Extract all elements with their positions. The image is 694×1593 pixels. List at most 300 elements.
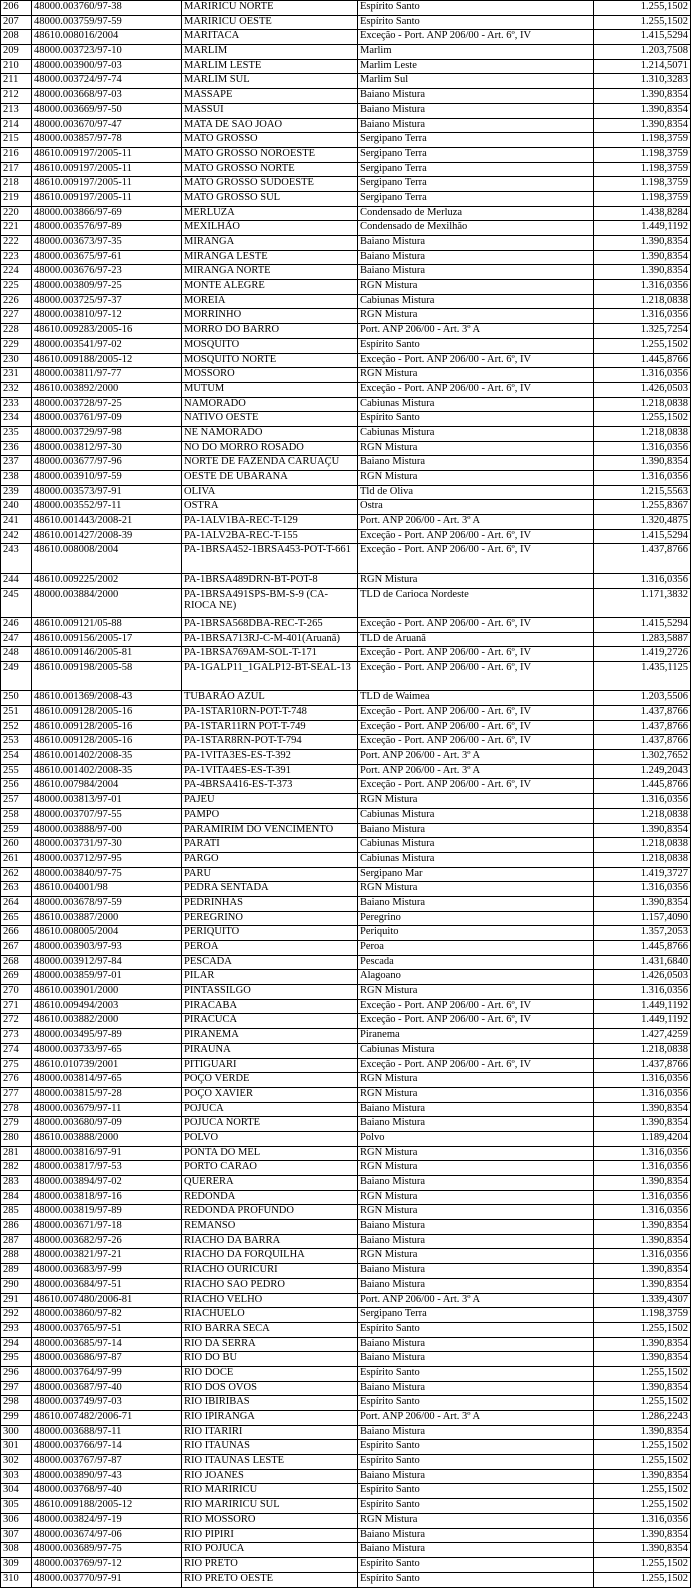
field-name-cell: PA-1STAR11RN POT-T-749 bbox=[182, 720, 358, 735]
row-number-cell: 263 bbox=[1, 882, 32, 897]
row-number-cell: 271 bbox=[1, 999, 32, 1014]
reference-oil-cell: RGN Mistura bbox=[358, 1513, 594, 1528]
row-number-cell: 231 bbox=[1, 368, 32, 383]
field-name-cell: RIACHO VELHO bbox=[182, 1293, 358, 1308]
process-number-cell: 48000.003725/97-37 bbox=[32, 294, 182, 309]
reference-oil-cell: Espírito Santo bbox=[358, 1455, 594, 1470]
row-number-cell: 245 bbox=[1, 588, 32, 617]
process-number-cell: 48610.009198/2005-58 bbox=[32, 661, 182, 690]
process-number-cell: 48610.009156/2005-17 bbox=[32, 632, 182, 647]
reference-price-cell: 1.390,8354 bbox=[594, 1264, 691, 1279]
process-number-cell: 48000.003671/97-18 bbox=[32, 1220, 182, 1235]
process-number-cell: 48610.009197/2005-11 bbox=[32, 191, 182, 206]
process-number-cell: 48000.003677/97-96 bbox=[32, 456, 182, 471]
reference-oil-cell: Exceção - Port. ANP 206/00 - Art. 6º, IV bbox=[358, 544, 594, 573]
row-number-cell: 275 bbox=[1, 1058, 32, 1073]
field-name-cell: MOREIA bbox=[182, 294, 358, 309]
reference-price-cell: 1.255,1502 bbox=[594, 1366, 691, 1381]
field-name-cell: PA-1BRSA452-1BRSA453-POT-T-661 bbox=[182, 544, 358, 573]
field-name-cell: RIACHUELO bbox=[182, 1308, 358, 1323]
field-name-cell: PA-1ALV1BA-REC-T-129 bbox=[182, 515, 358, 530]
reference-oil-cell: Exceção - Port. ANP 206/00 - Art. 6º, IV bbox=[358, 617, 594, 632]
reference-price-cell: 1.316,0356 bbox=[594, 309, 691, 324]
process-number-cell: 48610.001402/2008-35 bbox=[32, 764, 182, 779]
field-name-cell: RIACHO DA BARRA bbox=[182, 1234, 358, 1249]
field-name-cell: PIRAUNA bbox=[182, 1043, 358, 1058]
row-number-cell: 241 bbox=[1, 515, 32, 530]
row-number-cell: 272 bbox=[1, 1014, 32, 1029]
reference-price-cell: 1.390,8354 bbox=[594, 236, 691, 251]
reference-oil-cell: Baiano Mistura bbox=[358, 823, 594, 838]
process-number-cell: 48000.003859/97-01 bbox=[32, 970, 182, 985]
field-name-cell: PA-1BRSA713RJ-C-M-401(Aruanã) bbox=[182, 632, 358, 647]
row-number-cell: 286 bbox=[1, 1220, 32, 1235]
row-number-cell: 266 bbox=[1, 926, 32, 941]
row-number-cell: 257 bbox=[1, 794, 32, 809]
row-number-cell: 265 bbox=[1, 911, 32, 926]
reference-oil-cell: Port. ANP 206/00 - Art. 3º A bbox=[358, 324, 594, 339]
reference-oil-cell: Baiano Mistura bbox=[358, 1102, 594, 1117]
table-row bbox=[1, 1190, 691, 1205]
reference-price-cell: 1.310,3283 bbox=[594, 74, 691, 89]
field-name-cell: PA-4BRSA416-ES-T-373 bbox=[182, 779, 358, 794]
field-name-cell: POÇO XAVIER bbox=[182, 1087, 358, 1102]
reference-oil-cell: Baiano Mistura bbox=[358, 250, 594, 265]
field-name-cell: RIO ITAUNAS LESTE bbox=[182, 1455, 358, 1470]
row-number-cell: 310 bbox=[1, 1572, 32, 1587]
row-number-cell: 308 bbox=[1, 1543, 32, 1558]
row-number-cell: 296 bbox=[1, 1366, 32, 1381]
row-number-cell: 307 bbox=[1, 1528, 32, 1543]
row-number-cell: 227 bbox=[1, 309, 32, 324]
process-number-cell: 48000.003884/2000 bbox=[32, 588, 182, 617]
reference-oil-cell: Espírito Santo bbox=[358, 1499, 594, 1514]
reference-price-cell: 1.320,4875 bbox=[594, 515, 691, 530]
row-number-cell: 302 bbox=[1, 1455, 32, 1470]
process-number-cell: 48000.003676/97-23 bbox=[32, 265, 182, 280]
process-number-cell: 48610.009494/2003 bbox=[32, 999, 182, 1014]
table-row bbox=[1, 236, 691, 251]
table-row bbox=[1, 794, 691, 809]
process-number-cell: 48000.003712/97-95 bbox=[32, 852, 182, 867]
row-number-cell: 255 bbox=[1, 764, 32, 779]
process-number-cell: 48000.003733/97-65 bbox=[32, 1043, 182, 1058]
field-name-cell: NO DO MORRO ROSADO bbox=[182, 441, 358, 456]
table-row bbox=[1, 338, 691, 353]
reference-oil-cell: RGN Mistura bbox=[358, 794, 594, 809]
reference-price-cell: 1.255,1502 bbox=[594, 1557, 691, 1572]
reference-oil-cell: Port. ANP 206/00 - Art. 3º A bbox=[358, 750, 594, 765]
reference-oil-cell: Baiano Mistura bbox=[358, 1469, 594, 1484]
reference-oil-cell: Sergipano Terra bbox=[358, 191, 594, 206]
reference-price-cell: 1.415,5294 bbox=[594, 617, 691, 632]
process-number-cell: 48000.003686/97-87 bbox=[32, 1352, 182, 1367]
process-number-cell: 48000.003674/97-06 bbox=[32, 1528, 182, 1543]
reference-price-cell: 1.255,1502 bbox=[594, 1484, 691, 1499]
field-name-cell: PA-1BRSA489DRN-BT-POT-8 bbox=[182, 573, 358, 588]
reference-price-cell: 1.316,0356 bbox=[594, 985, 691, 1000]
row-number-cell: 222 bbox=[1, 236, 32, 251]
reference-price-cell: 1.390,8354 bbox=[594, 265, 691, 280]
table-row bbox=[1, 617, 691, 632]
field-name-cell: RIO DOCE bbox=[182, 1366, 358, 1381]
field-name-cell: PIRACABA bbox=[182, 999, 358, 1014]
process-number-cell: 48000.003687/97-40 bbox=[32, 1381, 182, 1396]
reference-oil-cell: RGN Mistura bbox=[358, 1087, 594, 1102]
row-number-cell: 240 bbox=[1, 500, 32, 515]
table-row bbox=[1, 999, 691, 1014]
row-number-cell: 281 bbox=[1, 1146, 32, 1161]
field-name-cell: OESTE DE UBARANA bbox=[182, 471, 358, 486]
process-number-cell: 48000.003894/97-02 bbox=[32, 1176, 182, 1191]
reference-oil-cell: Baiano Mistura bbox=[358, 89, 594, 104]
field-name-cell: MARLIM bbox=[182, 45, 358, 60]
table-row bbox=[1, 882, 691, 897]
reference-price-cell: 1.316,0356 bbox=[594, 1073, 691, 1088]
table-row bbox=[1, 1205, 691, 1220]
field-name-cell: RIO PRETO bbox=[182, 1557, 358, 1572]
process-number-cell: 48610.003888/2000 bbox=[32, 1131, 182, 1146]
reference-price-cell: 1.316,0356 bbox=[594, 882, 691, 897]
process-number-cell: 48610.009188/2005-12 bbox=[32, 1499, 182, 1514]
field-name-cell: OSTRA bbox=[182, 500, 358, 515]
reference-price-cell: 1.302,7652 bbox=[594, 750, 691, 765]
table-row bbox=[1, 1513, 691, 1528]
row-number-cell: 284 bbox=[1, 1190, 32, 1205]
reference-price-cell: 1.255,1502 bbox=[594, 1440, 691, 1455]
row-number-cell: 213 bbox=[1, 103, 32, 118]
reference-oil-cell: RGN Mistura bbox=[358, 309, 594, 324]
row-number-cell: 210 bbox=[1, 59, 32, 74]
reference-oil-cell: Exceção - Port. ANP 206/00 - Art. 6º, IV bbox=[358, 647, 594, 662]
reference-price-cell: 1.316,0356 bbox=[594, 1087, 691, 1102]
reference-oil-cell: Baiano Mistura bbox=[358, 1528, 594, 1543]
reference-price-cell: 1.286,2243 bbox=[594, 1411, 691, 1426]
table-row bbox=[1, 1499, 691, 1514]
table-row bbox=[1, 147, 691, 162]
reference-price-cell: 1.390,8354 bbox=[594, 456, 691, 471]
row-number-cell: 224 bbox=[1, 265, 32, 280]
reference-price-cell: 1.390,8354 bbox=[594, 1425, 691, 1440]
table-row bbox=[1, 867, 691, 882]
reference-price-cell: 1.218,0838 bbox=[594, 838, 691, 853]
reference-oil-cell: TLD de Aruanã bbox=[358, 632, 594, 647]
process-number-cell: 48000.003888/97-00 bbox=[32, 823, 182, 838]
row-number-cell: 250 bbox=[1, 691, 32, 706]
field-name-cell: MASSAPE bbox=[182, 89, 358, 104]
reference-oil-cell: RGN Mistura bbox=[358, 573, 594, 588]
process-number-cell: 48610.009128/2005-16 bbox=[32, 720, 182, 735]
reference-oil-cell: Sergipano Mar bbox=[358, 867, 594, 882]
reference-oil-cell: Ostra bbox=[358, 500, 594, 515]
reference-price-cell: 1.316,0356 bbox=[594, 1161, 691, 1176]
table-row bbox=[1, 1411, 691, 1426]
table-row bbox=[1, 1234, 691, 1249]
reference-oil-cell: Sergipano Terra bbox=[358, 162, 594, 177]
field-name-cell: PIRACUCÁ bbox=[182, 1014, 358, 1029]
reference-price-cell: 1.255,1502 bbox=[594, 1396, 691, 1411]
table-row bbox=[1, 426, 691, 441]
table-row bbox=[1, 177, 691, 192]
row-number-cell: 287 bbox=[1, 1234, 32, 1249]
field-name-cell: RIO POJUCA bbox=[182, 1543, 358, 1558]
reference-price-cell: 1.255,1502 bbox=[594, 1572, 691, 1587]
field-name-cell: RIACHO SAO PEDRO bbox=[182, 1278, 358, 1293]
field-name-cell: NORTE DE FAZENDA CARUAÇU bbox=[182, 456, 358, 471]
reference-price-cell: 1.316,0356 bbox=[594, 441, 691, 456]
field-name-cell: PIRANEMA bbox=[182, 1029, 358, 1044]
field-name-cell: PEROA bbox=[182, 941, 358, 956]
process-number-cell: 48000.003818/97-16 bbox=[32, 1190, 182, 1205]
process-number-cell: 48000.003678/97-59 bbox=[32, 896, 182, 911]
table-row bbox=[1, 1176, 691, 1191]
table-row bbox=[1, 265, 691, 280]
row-number-cell: 221 bbox=[1, 221, 32, 236]
field-name-cell: PEDRA SENTADA bbox=[182, 882, 358, 897]
process-number-cell: 48000.003910/97-59 bbox=[32, 471, 182, 486]
field-name-cell: RIO DOS OVOS bbox=[182, 1381, 358, 1396]
reference-price-cell: 1.316,0356 bbox=[594, 471, 691, 486]
reference-oil-cell: Espírito Santo bbox=[358, 15, 594, 30]
row-number-cell: 211 bbox=[1, 74, 32, 89]
reference-price-cell: 1.427,4259 bbox=[594, 1029, 691, 1044]
reference-price-cell: 1.437,8766 bbox=[594, 1058, 691, 1073]
field-name-cell: RIO ITAUNAS bbox=[182, 1440, 358, 1455]
field-name-cell: MOSQUITO NORTE bbox=[182, 353, 358, 368]
row-number-cell: 238 bbox=[1, 471, 32, 486]
process-number-cell: 48000.003673/97-35 bbox=[32, 236, 182, 251]
reference-oil-cell: Exceção - Port. ANP 206/00 - Art. 6º, IV bbox=[358, 706, 594, 721]
reference-oil-cell: Sergipano Terra bbox=[358, 133, 594, 148]
reference-oil-cell: TLD de Carioca Nordeste bbox=[358, 588, 594, 617]
field-name-cell: QUERERA bbox=[182, 1176, 358, 1191]
process-number-cell: 48610.001402/2008-35 bbox=[32, 750, 182, 765]
reference-oil-cell: Sergipano Terra bbox=[358, 177, 594, 192]
table-row bbox=[1, 1337, 691, 1352]
field-name-cell: PA-1VITA3ES-ES-T-392 bbox=[182, 750, 358, 765]
field-name-cell: MARLIM SUL bbox=[182, 74, 358, 89]
row-number-cell: 253 bbox=[1, 735, 32, 750]
table-row bbox=[1, 1352, 691, 1367]
process-number-cell: 48000.003728/97-25 bbox=[32, 397, 182, 412]
row-number-cell: 282 bbox=[1, 1161, 32, 1176]
reference-oil-cell: Espírito Santo bbox=[358, 1322, 594, 1337]
reference-oil-cell: Exceção - Port. ANP 206/00 - Art. 6º, IV bbox=[358, 1058, 594, 1073]
field-name-cell: PA-1ALV2BA-REC-T-155 bbox=[182, 529, 358, 544]
reference-oil-cell: RGN Mistura bbox=[358, 1205, 594, 1220]
reference-price-cell: 1.426,0503 bbox=[594, 382, 691, 397]
reference-oil-cell: Port. ANP 206/00 - Art. 3º A bbox=[358, 1411, 594, 1426]
reference-price-cell: 1.437,8766 bbox=[594, 706, 691, 721]
process-number-cell: 48000.003760/97-38 bbox=[32, 1, 182, 16]
table-row bbox=[1, 1087, 691, 1102]
table-row bbox=[1, 926, 691, 941]
reference-price-cell: 1.415,5294 bbox=[594, 30, 691, 45]
field-name-cell: REMANSO bbox=[182, 1220, 358, 1235]
row-number-cell: 220 bbox=[1, 206, 32, 221]
reference-oil-cell: Port. ANP 206/00 - Art. 3º A bbox=[358, 764, 594, 779]
row-number-cell: 294 bbox=[1, 1337, 32, 1352]
process-number-cell: 48000.003679/97-11 bbox=[32, 1102, 182, 1117]
process-number-cell: 48000.003685/97-14 bbox=[32, 1337, 182, 1352]
row-number-cell: 217 bbox=[1, 162, 32, 177]
table-row bbox=[1, 15, 691, 30]
row-number-cell: 230 bbox=[1, 353, 32, 368]
field-name-cell: PA-1BRSA769AM-SOL-T-171 bbox=[182, 647, 358, 662]
row-number-cell: 291 bbox=[1, 1293, 32, 1308]
row-number-cell: 236 bbox=[1, 441, 32, 456]
reference-oil-cell: Port. ANP 206/00 - Art. 3º A bbox=[358, 1293, 594, 1308]
reference-price-cell: 1.218,0838 bbox=[594, 397, 691, 412]
row-number-cell: 278 bbox=[1, 1102, 32, 1117]
field-name-cell: MARIRICU NORTE bbox=[182, 1, 358, 16]
reference-price-cell: 1.415,5294 bbox=[594, 529, 691, 544]
row-number-cell: 208 bbox=[1, 30, 32, 45]
process-number-cell: 48610.010739/2001 bbox=[32, 1058, 182, 1073]
reference-oil-cell: Condensado de Merluza bbox=[358, 206, 594, 221]
field-name-cell: PILAR bbox=[182, 970, 358, 985]
reference-oil-cell: Exceção - Port. ANP 206/00 - Art. 6º, IV bbox=[358, 382, 594, 397]
reference-price-cell: 1.198,3759 bbox=[594, 177, 691, 192]
reference-price-cell: 1.203,5506 bbox=[594, 691, 691, 706]
process-number-cell: 48000.003684/97-51 bbox=[32, 1278, 182, 1293]
reference-price-cell: 1.198,3759 bbox=[594, 162, 691, 177]
table-row bbox=[1, 544, 691, 573]
reference-oil-cell: Cabiunas Mistura bbox=[358, 397, 594, 412]
row-number-cell: 261 bbox=[1, 852, 32, 867]
field-name-cell: POLVO bbox=[182, 1131, 358, 1146]
table-row bbox=[1, 1572, 691, 1587]
reference-oil-cell: Cabiunas Mistura bbox=[358, 852, 594, 867]
table-row bbox=[1, 1322, 691, 1337]
reference-price-cell: 1.431,6840 bbox=[594, 955, 691, 970]
reference-price-cell: 1.255,1502 bbox=[594, 338, 691, 353]
reference-oil-cell: Espírito Santo bbox=[358, 1572, 594, 1587]
reference-price-cell: 1.390,8354 bbox=[594, 896, 691, 911]
reference-price-cell: 1.325,7254 bbox=[594, 324, 691, 339]
process-number-cell: 48610.001427/2008-39 bbox=[32, 529, 182, 544]
reference-oil-cell: Baiano Mistura bbox=[358, 1381, 594, 1396]
reference-price-cell: 1.255,1502 bbox=[594, 1455, 691, 1470]
reference-price-cell: 1.390,8354 bbox=[594, 1381, 691, 1396]
table-row bbox=[1, 1, 691, 16]
reference-oil-cell: RGN Mistura bbox=[358, 1249, 594, 1264]
table-row bbox=[1, 1455, 691, 1470]
process-number-cell: 48000.003670/97-47 bbox=[32, 118, 182, 133]
row-number-cell: 280 bbox=[1, 1131, 32, 1146]
table-row bbox=[1, 1264, 691, 1279]
process-number-cell: 48610.003892/2000 bbox=[32, 382, 182, 397]
process-number-cell: 48000.003866/97-69 bbox=[32, 206, 182, 221]
field-name-cell: REDONDA PROFUNDO bbox=[182, 1205, 358, 1220]
reference-price-cell: 1.449,1192 bbox=[594, 999, 691, 1014]
table-row bbox=[1, 250, 691, 265]
row-number-cell: 209 bbox=[1, 45, 32, 60]
process-number-cell: 48610.007482/2006-71 bbox=[32, 1411, 182, 1426]
field-name-cell: RIO ITARIRI bbox=[182, 1425, 358, 1440]
reference-price-cell: 1.157,4090 bbox=[594, 911, 691, 926]
reference-price-cell: 1.249,2043 bbox=[594, 764, 691, 779]
field-name-cell: RIACHO DA FORQUILHA bbox=[182, 1249, 358, 1264]
table-row bbox=[1, 691, 691, 706]
reference-price-cell: 1.437,8766 bbox=[594, 735, 691, 750]
reference-price-cell: 1.357,2053 bbox=[594, 926, 691, 941]
field-name-cell: MONTE ALEGRE bbox=[182, 280, 358, 295]
reference-oil-cell: Espírito Santo bbox=[358, 338, 594, 353]
process-number-cell: 48000.003759/97-59 bbox=[32, 15, 182, 30]
row-number-cell: 293 bbox=[1, 1322, 32, 1337]
reference-price-cell: 1.203,7508 bbox=[594, 45, 691, 60]
row-number-cell: 248 bbox=[1, 647, 32, 662]
table-row bbox=[1, 500, 691, 515]
reference-oil-cell: RGN Mistura bbox=[358, 1073, 594, 1088]
table-row bbox=[1, 588, 691, 617]
field-name-cell: MORRO DO BARRO bbox=[182, 324, 358, 339]
field-name-cell: PA-1STAR10RN-POT-T-748 bbox=[182, 706, 358, 721]
table-row bbox=[1, 1440, 691, 1455]
reference-price-cell: 1.198,3759 bbox=[594, 133, 691, 148]
process-number-cell: 48000.003814/97-65 bbox=[32, 1073, 182, 1088]
reference-oil-cell: Cabiunas Mistura bbox=[358, 838, 594, 853]
field-name-cell: POJUCA bbox=[182, 1102, 358, 1117]
table-row bbox=[1, 368, 691, 383]
reference-price-cell: 1.419,2726 bbox=[594, 647, 691, 662]
table-row bbox=[1, 1484, 691, 1499]
row-number-cell: 259 bbox=[1, 823, 32, 838]
table-row bbox=[1, 1029, 691, 1044]
table-row bbox=[1, 221, 691, 236]
table-row bbox=[1, 1557, 691, 1572]
process-number-cell: 48000.003668/97-03 bbox=[32, 89, 182, 104]
table-row bbox=[1, 30, 691, 45]
field-name-cell: RIO PRETO OESTE bbox=[182, 1572, 358, 1587]
process-number-cell: 48610.001369/2008-43 bbox=[32, 691, 182, 706]
reference-price-cell: 1.438,8284 bbox=[594, 206, 691, 221]
table-row bbox=[1, 529, 691, 544]
process-number-cell: 48610.008016/2004 bbox=[32, 30, 182, 45]
row-number-cell: 300 bbox=[1, 1425, 32, 1440]
field-name-cell: RIACHO OURICURI bbox=[182, 1264, 358, 1279]
process-number-cell: 48000.003576/97-89 bbox=[32, 221, 182, 236]
row-number-cell: 207 bbox=[1, 15, 32, 30]
process-number-cell: 48000.003761/97-09 bbox=[32, 412, 182, 427]
table-row bbox=[1, 1293, 691, 1308]
process-number-cell: 48000.003707/97-55 bbox=[32, 808, 182, 823]
table-row bbox=[1, 941, 691, 956]
reference-price-cell: 1.255,1502 bbox=[594, 1, 691, 16]
reference-oil-cell: RGN Mistura bbox=[358, 368, 594, 383]
table-row bbox=[1, 133, 691, 148]
process-number-cell: 48610.009128/2005-16 bbox=[32, 735, 182, 750]
reference-price-cell: 1.390,8354 bbox=[594, 1234, 691, 1249]
reference-oil-cell: Alagoano bbox=[358, 970, 594, 985]
reference-oil-cell: Espírito Santo bbox=[358, 1366, 594, 1381]
reference-oil-cell: Baiano Mistura bbox=[358, 118, 594, 133]
reference-oil-cell: RGN Mistura bbox=[358, 1190, 594, 1205]
table-row bbox=[1, 735, 691, 750]
field-name-cell: MORRINHO bbox=[182, 309, 358, 324]
reference-price-cell: 1.435,1125 bbox=[594, 661, 691, 690]
field-name-cell: MOSQUITO bbox=[182, 338, 358, 353]
reference-price-cell: 1.316,0356 bbox=[594, 1249, 691, 1264]
reference-oil-cell: Exceção - Port. ANP 206/00 - Art. 6º, IV bbox=[358, 1014, 594, 1029]
field-name-cell: PERIQUITO bbox=[182, 926, 358, 941]
process-number-cell: 48610.009146/2005-81 bbox=[32, 647, 182, 662]
process-number-cell: 48000.003764/97-99 bbox=[32, 1366, 182, 1381]
table-row bbox=[1, 808, 691, 823]
field-name-cell: PA-1GALP11_1GALP12-BT-SEAL-13 bbox=[182, 661, 358, 690]
field-name-cell: MARLIM LESTE bbox=[182, 59, 358, 74]
